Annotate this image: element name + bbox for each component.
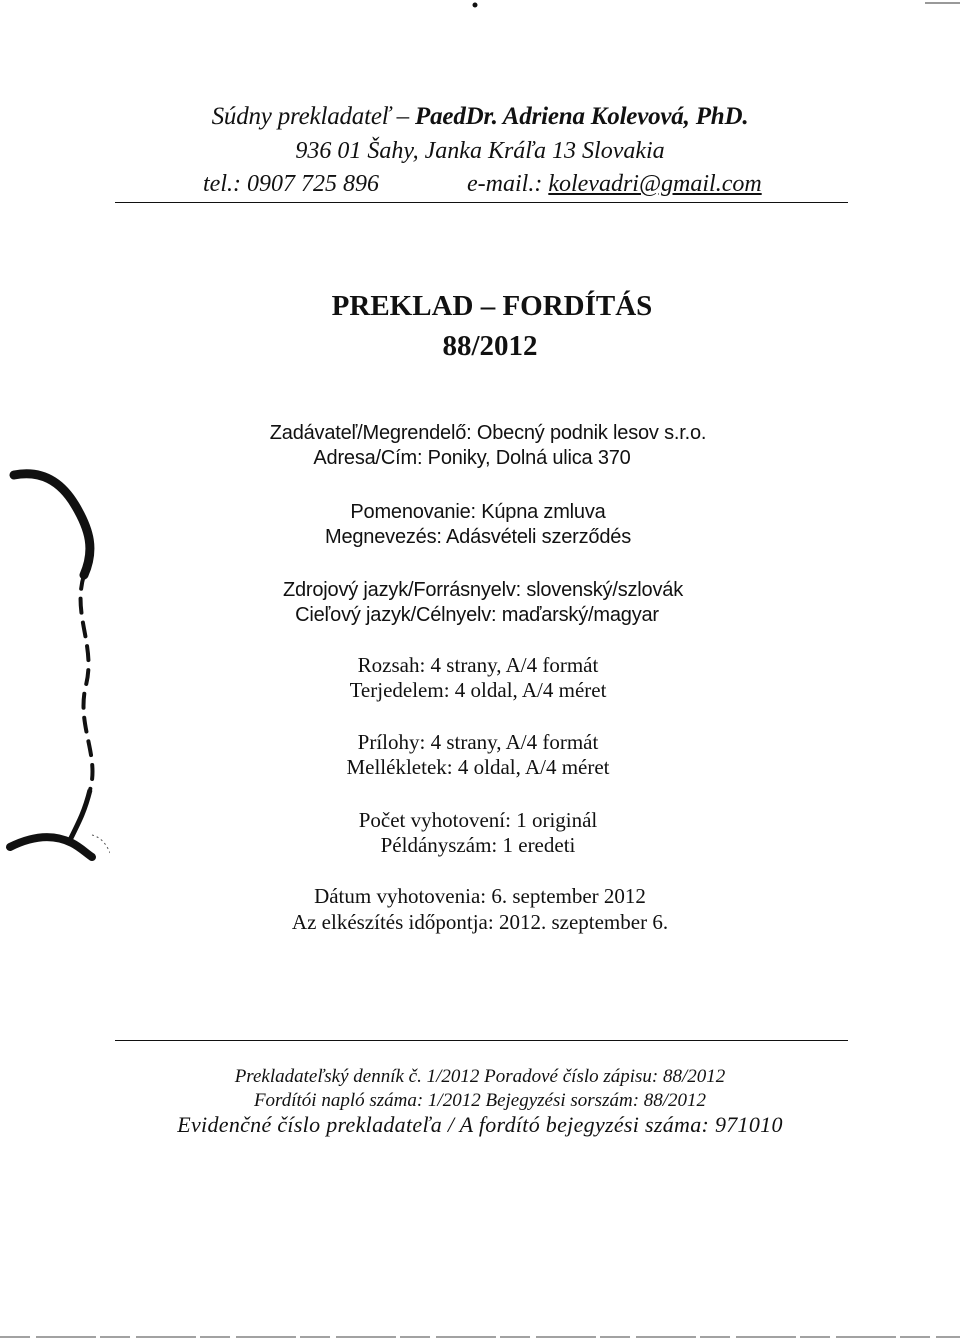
email-label: e-mail.: (467, 171, 549, 197)
header-divider (115, 202, 848, 203)
footer-divider (115, 1040, 848, 1041)
scan-bottom-edge (0, 1334, 960, 1340)
scan-edge-mark (925, 0, 960, 6)
copies-hu: Példányszám: 1 eredeti (380, 833, 576, 857)
target-language: Cieľový jazyk/Célnyelv: maďarský/magyar (295, 604, 659, 626)
translator-address: 936 01 Šahy, Janka Kráľa 13 Slovakia (295, 138, 665, 164)
translator-prefix: Súdny prekladateľ – (211, 103, 409, 130)
journal-line-hu: Fordítói napló száma: 1/2012 Bejegyzési sorszám: 88/2012 (253, 1090, 707, 1111)
source-language: Zdrojový jazyk/Forrásnyelv: slovenský/szlovák (282, 579, 683, 601)
client-address: Adresa/Cím: Poniky, Dolná ulica 370 (313, 447, 631, 469)
translator-name: PaedDr. Adriena Kolevová, PhD. (415, 103, 749, 130)
translator-line (0, 103, 960, 131)
document-title: PREKLAD – FORDÍTÁS (331, 290, 653, 322)
scope-hu: Terjedelem: 4 oldal, A/4 méret (349, 678, 607, 702)
attachments-hu: Mellékletek: 4 oldal, A/4 méret (346, 755, 610, 779)
document-number: 88/2012 (442, 330, 538, 362)
translator-phone: tel.: 0907 725 896 (203, 171, 379, 197)
attachments-sk: Prílohy: 4 strany, A/4 formát (357, 730, 599, 754)
date-sk: Dátum vyhotovenia: 6. september 2012 (314, 884, 646, 908)
doc-name-sk: Pomenovanie: Kúpna zmluva (350, 501, 606, 523)
client-name: Zadávateľ/Megrendelő: Obecný podnik lesov s.r.o. (269, 422, 707, 444)
doc-name-hu: Megnevezés: Adásvételi szerződés (325, 526, 631, 548)
translator-email-line (467, 171, 762, 198)
journal-line-sk: Prekladateľský denník č. 1/2012 Poradové číslo zápisu: 88/2012 (234, 1066, 726, 1087)
date-hu: Az elkészítés időpontja: 2012. szeptember 6. (291, 910, 669, 934)
registration-number-line: Evidenčné číslo prekladateľa / A fordító bejegyzési száma: 971010 (177, 1112, 783, 1137)
email-address: kolevadri@gmail.com (548, 171, 762, 197)
scan-speck (470, 0, 480, 10)
copies-sk: Počet vyhotovení: 1 originál (358, 808, 598, 832)
scope-sk: Rozsah: 4 strany, A/4 formát (357, 653, 599, 677)
binding-cord-image (0, 455, 110, 865)
